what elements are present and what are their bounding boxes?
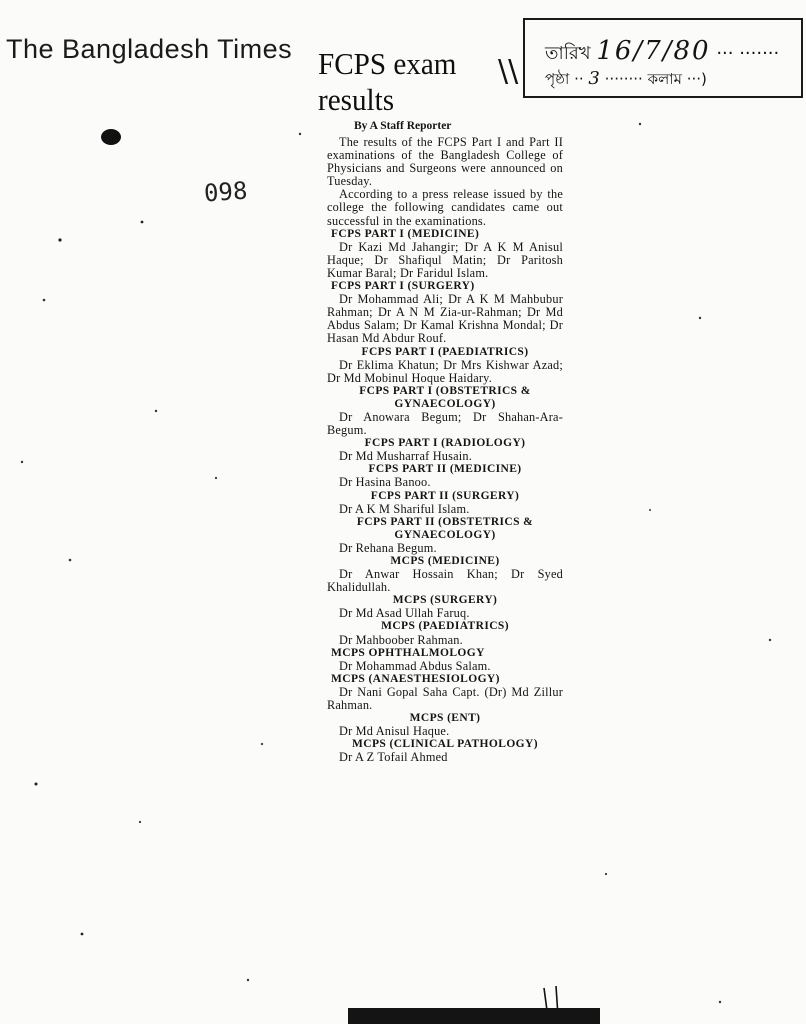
article-byline: By A Staff Reporter	[354, 120, 452, 132]
section-names: Dr Mahboober Rahman.	[339, 632, 463, 647]
article-intro: The results of the FCPS Part I and Part II examinations of the Bangladesh College of Physicians and Surgeons were announced on Tuesday.	[327, 136, 563, 189]
archive-stamp	[523, 18, 803, 98]
stamp-date-value: 16/7/80	[596, 36, 711, 66]
section-heading: FCPS PART I (PAEDIATRICS)	[361, 345, 529, 358]
article-paragraph-2: According to a press release issued by the college the following candidates came out successful in the examinations.	[327, 187, 563, 228]
section-names: Dr Md Anisul Haque.	[339, 724, 450, 739]
section-heading: MCPS (PAEDIATRICS)	[381, 620, 509, 633]
stamp-date-row: তারিখ 16/7/80 ··· ·······	[545, 36, 780, 66]
article-column	[327, 136, 563, 1014]
section-names: Dr Mohammad Abdus Salam.	[339, 658, 491, 673]
section-heading: FCPS PART I (OBSTETRICS & GYNAECOLOGY)	[359, 384, 531, 410]
section-names: Dr Anowara Begum; Dr Shahan-Ara-Begum.	[327, 409, 563, 438]
clipping-bottom-edge	[348, 1008, 600, 1024]
section-names: Dr Nani Gopal Saha Capt. (Dr) Md Zillur Rahman.	[327, 684, 563, 713]
handwritten-file-number: 098	[203, 176, 249, 208]
article-headline	[318, 46, 506, 118]
section-heading: FCPS PART I (RADIOLOGY)	[364, 437, 526, 450]
headline-line-1: FCPS exam	[318, 46, 457, 81]
section-names: Dr Kazi Md Jahangir; Dr A K M Anisul Haque; Dr Shafiqul Matin; Dr Paritosh Kumar Baral; Dr Faridul Islam.	[327, 239, 563, 280]
headline-line-2: results	[318, 82, 395, 117]
section-heading: MCPS (SURGERY)	[392, 594, 498, 607]
newspaper-masthead: The Bangladesh Times	[6, 34, 293, 64]
section-heading: FCPS PART I (MEDICINE)	[331, 227, 480, 240]
section-heading: MCPS (MEDICINE)	[390, 555, 500, 567]
section-names: Dr Eklima Khatun; Dr Mrs Kishwar Azad; Dr Md Mobinul Hoque Haidary.	[327, 357, 563, 385]
section-names: Dr Md Musharraf Husain.	[339, 449, 473, 464]
section-heading: FCPS PART II (OBSTETRICS & GYNAECOLOGY)	[356, 515, 534, 541]
stamp-bracket-mark: \\	[498, 54, 519, 89]
section-heading: MCPS OPHTHALMOLOGY	[331, 646, 485, 659]
section-heading: MCPS (ENT)	[409, 712, 481, 725]
section-heading: FCPS PART I (SURGERY)	[331, 280, 475, 293]
section-heading: MCPS (ANAESTHESIOLOGY)	[331, 672, 500, 685]
section-names: Dr Anwar Hossain Khan; Dr Syed Khalidullah.	[327, 567, 563, 595]
stamp-page-value: 3	[588, 68, 600, 89]
section-names: Dr A K M Shariful Islam.	[339, 501, 470, 516]
section-names: Dr Hasina Banoo.	[339, 475, 431, 490]
section-heading: FCPS PART II (MEDICINE)	[368, 463, 522, 476]
section-names: Dr A Z Tofail Ahmed	[339, 750, 448, 765]
stamp-page-label: পৃষ্ঠা	[545, 70, 570, 88]
stamp-page-row: পৃষ্ঠা ·· 3 ········ কলাম ···)	[545, 68, 707, 89]
section-names: Dr Rehana Begum.	[339, 540, 437, 555]
stamp-date-label: তারিখ	[545, 43, 591, 64]
section-heading: FCPS PART II (SURGERY)	[370, 489, 520, 502]
stamp-column-label: কলাম	[647, 70, 682, 88]
section-names: Dr Mohammad Ali; Dr A K M Mahbubur Rahman; Dr A N M Zia-ur-Rahman; Dr Md Abdus Salam; Dr Kamal Krishna Mondal; Dr Hasan Md Abdur Rouf.	[327, 292, 563, 346]
section-names: Dr Md Asad Ullah Faruq.	[339, 606, 470, 621]
section-heading: MCPS (CLINICAL PATHOLOGY)	[352, 738, 538, 751]
